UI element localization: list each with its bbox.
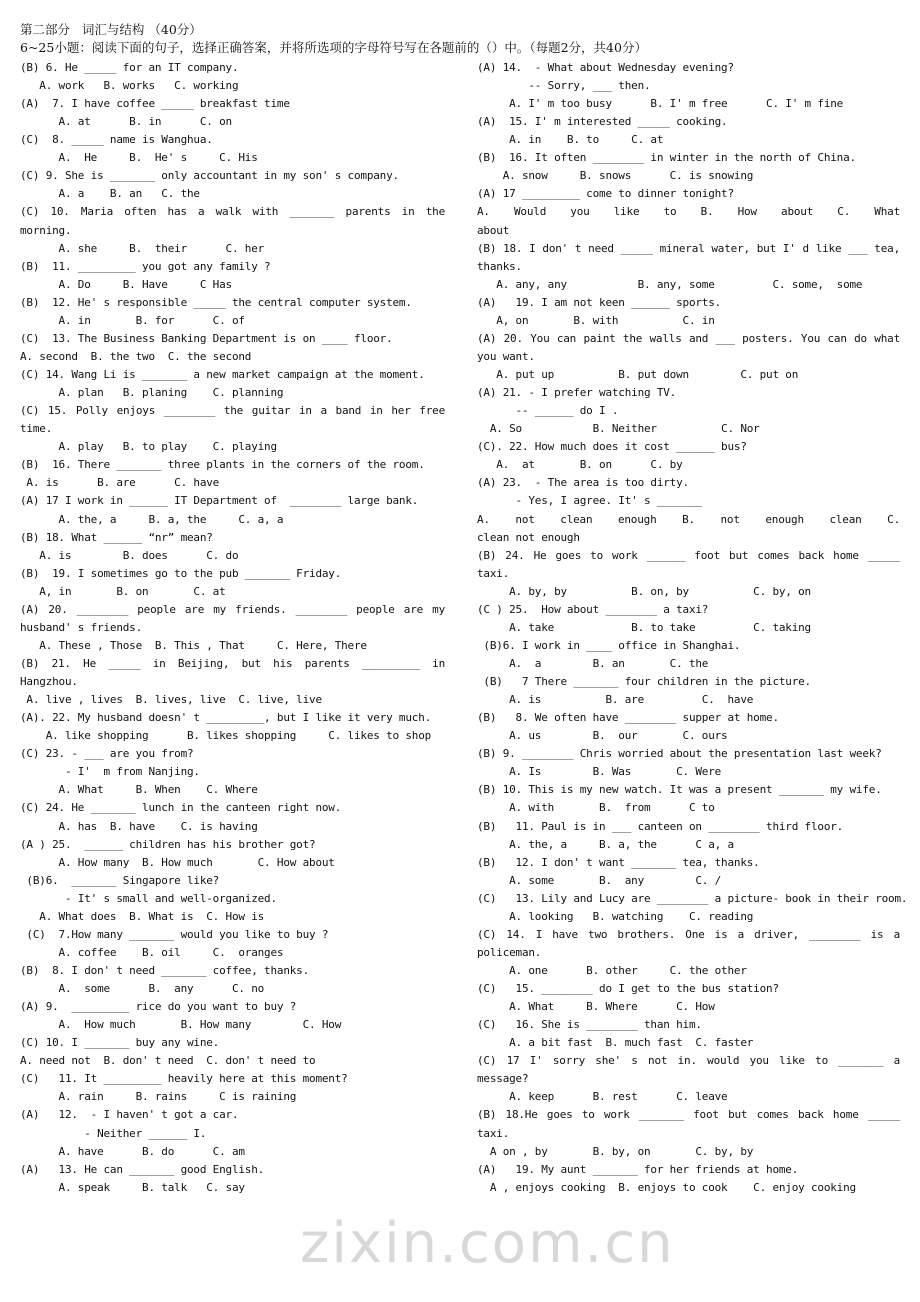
text-line: (B) 18. What ______ “nr” mean? — [20, 530, 213, 544]
text-line: (B) 21. He _____ in Beijing, but his parents _________ in — [20, 656, 445, 670]
text-line: Hangzhou. — [20, 675, 78, 689]
text-line: A. work B. works C. working — [20, 79, 239, 93]
text-line: (C) 10. Maria often has a walk with _______ parents in the — [20, 205, 445, 219]
text-line: A. with B. from C to — [477, 801, 715, 815]
text-line: A. have B. do C. am — [20, 1144, 245, 1158]
text-line: A. a bit fast B. much fast C. faster — [477, 1036, 754, 1050]
text-line: (B) 18.He goes to work _______ foot but comes back home _____ — [477, 1108, 900, 1122]
text-line: (B)6. _______ Singapore like? — [20, 873, 220, 887]
text-line: (B) 8. We often have ________ supper at home. — [477, 711, 779, 725]
text-line: message? — [477, 1072, 529, 1086]
text-line: A. What does B. What is C. How is — [20, 909, 265, 923]
text-line: (C) 17 I' sorry she' s not in. would you like to _______ a — [477, 1054, 900, 1068]
text-line: A. keep B. rest C. leave — [477, 1090, 728, 1104]
text-line: (C) 10. I _______ buy any wine. — [20, 1036, 220, 1050]
text-line: A. is B. are C. have — [20, 476, 220, 490]
text-line: (B) 16. There _______ three plants in the corners of the room. — [20, 458, 425, 472]
text-line: - Yes, I agree. It' s _______ — [477, 494, 702, 508]
text-line: (B) 10. This is my new watch. It was a present _______ my wife. — [477, 783, 882, 797]
text-line: (A) 23. - The area is too dirty. — [477, 476, 689, 490]
text-line: about — [477, 223, 510, 237]
text-line: clean not enough — [477, 530, 580, 544]
text-line: A. at B. in C. on — [20, 115, 232, 129]
text-line: (A) 20. ________ people are my friends. ________ people are my — [20, 602, 445, 616]
text-line: (B) 11. Paul is in ___ canteen on ________ third floor. — [477, 819, 844, 833]
text-line: A. like shopping B. likes shopping C. likes to shop — [20, 729, 432, 743]
section-title: 第二部分 词汇与结构 （40分） — [20, 22, 202, 37]
text-line: A. Would you like to B. How about C. What — [477, 205, 900, 219]
text-line: A. the, a B. a, the C a, a — [477, 837, 734, 851]
text-line: A. one B. other C. the other — [477, 964, 747, 977]
text-line: A. in B. to C. at — [477, 133, 664, 147]
text-line: (B) 16. It often ________ in winter in the north of China. — [477, 151, 856, 165]
text-line: (A) 17 _________ come to dinner tonight? — [477, 187, 734, 201]
text-line: A. second B. the two C. the second — [20, 349, 252, 363]
text-line: (B) 12. He' s responsible _____ the central computer system. — [20, 295, 412, 309]
text-line: A. speak B. talk C. say — [20, 1180, 245, 1194]
text-line: A. live , lives B. lives, live C. live, live — [20, 693, 322, 707]
text-line: A. Is B. Was C. Were — [477, 765, 722, 779]
text-line: (A ) 25. ______ children has his brother got? — [20, 837, 316, 851]
text-line: (C) 16. She is ________ than him. — [477, 1018, 702, 1032]
text-line: (C) 14. Wang Li is _______ a new market campaign at the moment. — [20, 368, 425, 382]
text-line: (B) 7 There _______ four children in the picture. — [477, 675, 811, 689]
text-line: (C) 24. He _______ lunch in the canteen right now. — [20, 801, 342, 815]
text-line: (B) 18. I don' t need _____ mineral water, but I' d like ___ tea, — [477, 241, 900, 255]
text-line: - Neither ______ I. — [20, 1126, 207, 1140]
text-line: A. some B. any C. / — [477, 873, 722, 887]
text-line: A. the, a B. a, the C. a, a — [20, 512, 284, 526]
text-line: (A) 12. - I haven' t got a car. — [20, 1108, 239, 1122]
text-line: A. a B. an C. the — [477, 656, 709, 670]
text-line: (B) 8. I don' t need _______ coffee, thanks. — [20, 964, 310, 977]
text-line: morning. — [20, 223, 72, 237]
text-line: A. is B. are C. have — [477, 693, 754, 707]
text-line: (A) 15. I' m interested _____ cooking. — [477, 115, 728, 129]
text-line: (C) 9. She is _______ only accountant in my son' s company. — [20, 169, 399, 183]
text-line: A. What B. When C. Where — [20, 783, 258, 797]
text-line: A. How many B. How much C. How about — [20, 855, 335, 869]
text-line: (B) 19. I sometimes go to the pub _______ Friday. — [20, 566, 342, 580]
text-line: A. He B. He' s C. His — [20, 151, 258, 165]
text-line: A. take B. to take C. taking — [477, 620, 811, 634]
text-line: (A). 22. My husband doesn' t _________, but I like it very much. — [20, 711, 432, 725]
text-line: A. not clean enough B. not enough clean C. — [477, 512, 900, 526]
text-line: (A) 20. You can paint the walls and ___ posters. You can do what — [477, 331, 900, 345]
text-line: (B) 12. I don' t want _______ tea, thanks. — [477, 855, 760, 869]
text-line: A. rain B. rains C is raining — [20, 1090, 297, 1104]
text-line: A , enjoys cooking B. enjoys to cook C. enjoy cooking — [477, 1180, 856, 1194]
text-line: (B) 24. He goes to work ______ foot but comes back home _____ — [477, 548, 900, 562]
section-instruction: 6~25小题：阅读下面的句子，选择正确答案，并将所选项的字母符号写在各题前的（）中。（每题2分，共40分） — [20, 40, 647, 55]
text-line: (C ) 25. How about ________ a taxi? — [477, 602, 709, 616]
text-line: taxi. — [477, 566, 510, 580]
text-line: A. has B. have C. is having — [20, 819, 258, 833]
text-line: (C). 22. How much does it cost ______ bus? — [477, 440, 747, 454]
text-line: (B) 9. ________ Chris worried about the presentation last week? — [477, 747, 882, 761]
text-line: - It' s small and well-organized. — [20, 891, 277, 905]
text-line: thanks. — [477, 259, 522, 273]
text-line: A. some B. any C. no — [20, 982, 265, 996]
text-line: A. These , Those B. This , That C. Here, There — [20, 638, 367, 652]
text-line: A. put up B. put down C. put on — [477, 368, 799, 382]
text-line: (C) 8. _____ name is Wanghua. — [20, 133, 213, 147]
text-line: A. play B. to play C. playing — [20, 440, 277, 454]
text-line: A. a B. an C. the — [20, 187, 200, 201]
text-line: (C) 13. The Business Banking Department is on ____ floor. — [20, 331, 393, 345]
text-line: (A) 19. My aunt _______ for her friends at home. — [477, 1162, 799, 1176]
text-line: A. I' m too busy B. I' m free C. I' m fine — [477, 97, 844, 111]
text-line: A. need not B. don' t need C. don' t need to — [20, 1054, 316, 1068]
text-line: A. at B. on C. by — [477, 458, 683, 472]
text-line: (A) 17 I work in ______ IT Department of ________ large bank. — [20, 494, 419, 508]
text-line: (B) 6. He _____ for an IT company. — [20, 61, 239, 74]
text-line: A, on B. with C. in — [477, 313, 715, 327]
text-line: (A) 7. I have coffee _____ breakfast time — [20, 97, 290, 111]
text-line: (A) 19. I am not keen ______ sports. — [477, 295, 722, 309]
text-line: policeman. — [477, 945, 542, 959]
text-line: A. How much B. How many C. How — [20, 1018, 342, 1032]
text-line: (A) 14. - What about Wednesday evening? — [477, 61, 734, 74]
text-line: (B)6. I work in ____ office in Shanghai. — [477, 638, 741, 652]
text-line: (A) 21. - I prefer watching TV. — [477, 386, 677, 400]
text-line: you want. — [477, 349, 535, 363]
text-line: (B) 11. _________ you got any family ? — [20, 259, 271, 273]
text-line: (A) 13. He can _______ good English. — [20, 1162, 265, 1176]
text-line: -- Sorry, ___ then. — [477, 79, 651, 93]
text-line: (A) 9. _________ rice do you want to buy ? — [20, 1000, 297, 1014]
text-line: A on , by B. by, on C. by, by — [477, 1144, 754, 1158]
text-line: (C) 15. ________ do I get to the bus station? — [477, 982, 779, 996]
text-line: (C) 23. - ___ are you from? — [20, 747, 194, 761]
text-line: (C) 7.How many _______ would you like to buy ? — [20, 927, 329, 941]
text-line: A. in B. for C. of — [20, 313, 245, 327]
text-line: (C) 15. Polly enjoys ________ the guitar in a band in her free — [20, 404, 445, 418]
text-line: A. plan B. planing C. planning — [20, 386, 284, 400]
text-line: A. What B. Where C. How — [477, 1000, 715, 1014]
text-line: time. — [20, 422, 53, 436]
text-line: A. she B. their C. her — [20, 241, 265, 255]
text-line: -- ______ do I . — [477, 404, 619, 418]
text-line: A. So B. Neither C. Nor — [477, 422, 760, 436]
text-line: A. looking B. watching C. reading — [477, 909, 754, 923]
text-line: A. snow B. snows C. is snowing — [477, 169, 754, 183]
text-line: A. coffee B. oil C. oranges — [20, 945, 284, 959]
text-line: - I' m from Nanjing. — [20, 765, 200, 779]
text-line: A. us B. our C. ours — [477, 729, 728, 743]
text-line: A. is B. does C. do — [20, 548, 239, 562]
watermark: zixin.com.cn — [300, 1211, 675, 1276]
text-line: A. any, any B. any, some C. some, some — [477, 277, 863, 291]
text-line: husband' s friends. — [20, 620, 143, 634]
text-line: A. by, by B. on, by C. by, on — [477, 584, 811, 598]
text-line: (C) 14. I have two brothers. One is a driver, ________ is a — [477, 927, 900, 941]
text-line: A, in B. on C. at — [20, 584, 226, 598]
text-line: taxi. — [477, 1126, 510, 1140]
text-line: A. Do B. Have C Has — [20, 277, 232, 291]
text-line: (C) 13. Lily and Lucy are ________ a picture- book in their room. — [477, 891, 908, 905]
text-line: (C) 11. It _________ heavily here at this moment? — [20, 1072, 348, 1086]
